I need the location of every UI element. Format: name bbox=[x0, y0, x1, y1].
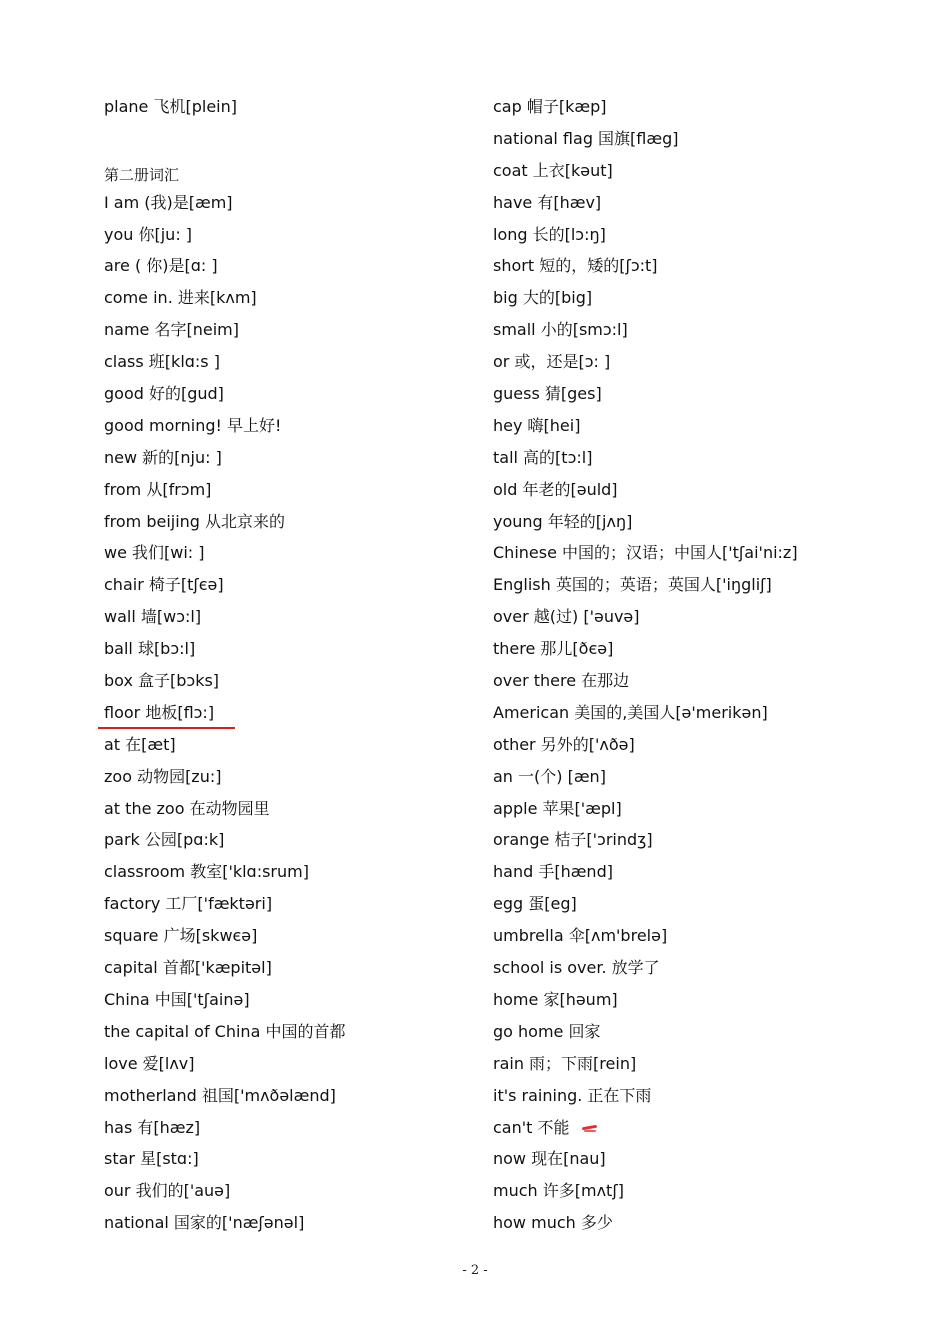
vocabulary-entry bbox=[104, 346, 474, 378]
vocabulary-entry bbox=[104, 1080, 474, 1112]
vocabulary-entry bbox=[104, 1175, 474, 1207]
entry-text: hand 手[hænd] bbox=[493, 862, 613, 882]
entry-text: chair 椅子[tʃєə] bbox=[104, 575, 224, 595]
vocabulary-entry bbox=[104, 984, 474, 1016]
entry-text: name 名字[neim] bbox=[104, 320, 239, 340]
section-heading bbox=[104, 155, 474, 187]
vocabulary-entry bbox=[104, 1048, 474, 1080]
vocabulary-entry bbox=[493, 601, 933, 633]
entry-text: go home 回家 bbox=[493, 1021, 601, 1041]
entry-text: park 公园[pɑ:k] bbox=[104, 830, 225, 850]
entry-text: hey 嗨[hei] bbox=[493, 415, 581, 435]
entry-text: English 英国的；英语；英国人['iŋgliʃ] bbox=[493, 575, 772, 595]
entry-text: square 广场[skwєə] bbox=[104, 926, 258, 946]
entry-text: short 短的，矮的[ʃɔ:t] bbox=[493, 256, 658, 276]
entry-text: orange 桔子['ɔrindʒ] bbox=[493, 830, 653, 850]
vocabulary-entry bbox=[104, 920, 474, 952]
vocabulary-entry bbox=[493, 537, 933, 569]
red-ink-mark-icon bbox=[582, 1123, 598, 1133]
vocabulary-entry bbox=[493, 506, 933, 538]
entry-text: I am (我)是[æm] bbox=[104, 192, 233, 212]
vocabulary-entry bbox=[493, 346, 933, 378]
entry-text: young 年轻的[jʌŋ] bbox=[493, 511, 633, 531]
vocabulary-entry bbox=[104, 952, 474, 984]
vocabulary-entry bbox=[493, 1080, 933, 1112]
entry-text: over 越(过) ['əuvə] bbox=[493, 607, 640, 627]
vocabulary-entry bbox=[104, 91, 474, 123]
vocabulary-entry bbox=[493, 314, 933, 346]
vocabulary-entry bbox=[493, 1112, 933, 1144]
entry-text: rain 雨；下雨[rein] bbox=[493, 1053, 637, 1073]
entry-text: much 许多[mʌtʃ] bbox=[493, 1181, 624, 1201]
entry-text: there 那儿[ðєə] bbox=[493, 639, 614, 659]
vocabulary-entry bbox=[104, 282, 474, 314]
entry-text: plane 飞机[plein] bbox=[104, 97, 237, 116]
entry-text: come in. 进来[kʌm] bbox=[104, 288, 257, 308]
entry-text: tall 高的[tɔ:l] bbox=[493, 447, 593, 467]
vocabulary-entry bbox=[493, 984, 933, 1016]
vocabulary-entry bbox=[493, 952, 933, 984]
vocabulary-entry bbox=[493, 474, 933, 506]
entry-text: national 国家的['næʃənəl] bbox=[104, 1213, 305, 1233]
entry-text: capital 首都['kæpitəl] bbox=[104, 958, 272, 978]
vocabulary-entry bbox=[493, 888, 933, 920]
vocabulary-entry bbox=[493, 442, 933, 474]
entry-text: now 现在[nau] bbox=[493, 1149, 606, 1169]
vocabulary-entry bbox=[104, 824, 474, 856]
page-number: - 2 - bbox=[462, 1263, 488, 1278]
vocabulary-entry bbox=[493, 410, 933, 442]
vocabulary-entry bbox=[104, 314, 474, 346]
entry-text: or 或，还是[ɔ: ] bbox=[493, 352, 611, 372]
entry-text: at the zoo 在动物园里 bbox=[104, 798, 270, 818]
entry-text: national flag 国旗[flæg] bbox=[493, 128, 679, 148]
entry-text: ball 球[bɔ:l] bbox=[104, 639, 196, 659]
vocabulary-entry bbox=[493, 633, 933, 665]
entry-text: an 一(个) [æn] bbox=[493, 766, 606, 786]
entry-text: it's raining. 正在下雨 bbox=[493, 1085, 652, 1105]
entry-text: at 在[æt] bbox=[104, 734, 176, 754]
entry-text: zoo 动物园[zu:] bbox=[104, 766, 222, 786]
vocabulary-entry bbox=[104, 1207, 474, 1239]
vocabulary-entry bbox=[493, 250, 933, 282]
entry-text: school is over. 放学了 bbox=[493, 958, 660, 978]
vocabulary-entry bbox=[493, 761, 933, 793]
vocabulary-entry bbox=[104, 537, 474, 569]
entry-text: 第二册词汇 bbox=[104, 165, 180, 184]
entry-text: apple 苹果['æpl] bbox=[493, 798, 622, 818]
entry-text: new 新的[nju: ] bbox=[104, 447, 222, 467]
vocabulary-entry bbox=[493, 665, 933, 697]
entry-text: our 我们的['auə] bbox=[104, 1181, 231, 1201]
entry-text: old 年老的[əuld] bbox=[493, 479, 618, 499]
vocabulary-entry bbox=[493, 187, 933, 219]
vocabulary-entry bbox=[493, 1143, 933, 1175]
entry-text: guess 猜[ges] bbox=[493, 384, 602, 404]
vocabulary-entry bbox=[104, 187, 474, 219]
entry-text: home 家[həum] bbox=[493, 989, 618, 1009]
vocabulary-entry bbox=[493, 1175, 933, 1207]
vocabulary-entry bbox=[493, 282, 933, 314]
vocabulary-entry bbox=[104, 1143, 474, 1175]
vocabulary-entry bbox=[493, 793, 933, 825]
entry-text: wall 墙[wɔ:l] bbox=[104, 607, 202, 627]
entry-text: coat 上衣[kəut] bbox=[493, 160, 613, 180]
vocabulary-entry bbox=[104, 219, 474, 251]
vocabulary-entry bbox=[493, 219, 933, 251]
vocabulary-entry bbox=[104, 1112, 474, 1144]
vocabulary-entry bbox=[493, 1207, 933, 1239]
vocabulary-entry bbox=[493, 123, 933, 155]
entry-text: classroom 教室['klɑ:srum] bbox=[104, 862, 309, 882]
entry-text: factory 工厂['fæktəri] bbox=[104, 894, 273, 914]
entry-text: star 星[stɑ:] bbox=[104, 1149, 199, 1169]
vocabulary-entry bbox=[104, 888, 474, 920]
vocabulary-entry bbox=[104, 793, 474, 825]
vocabulary-entry bbox=[104, 761, 474, 793]
entry-text: class 班[klɑ:s ] bbox=[104, 352, 220, 372]
vocabulary-entry bbox=[104, 474, 474, 506]
vocabulary-entry bbox=[104, 410, 474, 442]
entry-text: floor 地板[flɔ:] bbox=[104, 702, 215, 722]
vocabulary-entry bbox=[493, 1016, 933, 1048]
entry-text: from 从[frɔm] bbox=[104, 479, 212, 499]
entry-text: from beijing 从北京来的 bbox=[104, 511, 286, 531]
vocabulary-entry bbox=[104, 729, 474, 761]
entry-text: good morning! 早上好! bbox=[104, 415, 282, 435]
entry-text: American 美国的,美国人[ə'merikən] bbox=[493, 702, 768, 722]
vocabulary-entry bbox=[493, 155, 933, 187]
vocabulary-entry bbox=[104, 697, 474, 729]
vocabulary-entry bbox=[104, 601, 474, 633]
entry-text: Chinese 中国的；汉语；中国人['tʃai'ni:z] bbox=[493, 543, 798, 563]
vocabulary-entry bbox=[104, 1016, 474, 1048]
entry-text: we 我们[wi: ] bbox=[104, 543, 205, 563]
entry-text: how much 多少 bbox=[493, 1213, 613, 1233]
entry-text: the capital of China 中国的首都 bbox=[104, 1021, 346, 1041]
entry-text: are ( 你)是[ɑ: ] bbox=[104, 256, 218, 276]
blank-line bbox=[104, 123, 474, 155]
vocabulary-entry bbox=[104, 442, 474, 474]
vocabulary-entry bbox=[493, 697, 933, 729]
vocabulary-entry bbox=[493, 729, 933, 761]
entry-text: big 大的[big] bbox=[493, 288, 593, 308]
vocabulary-entry bbox=[104, 378, 474, 410]
entry-text: love 爱[lʌv] bbox=[104, 1053, 195, 1073]
vocabulary-entry bbox=[104, 633, 474, 665]
vocabulary-entry bbox=[493, 569, 933, 601]
entry-text: small 小的[smɔ:l] bbox=[493, 320, 628, 340]
entry-text: other 另外的['ʌðə] bbox=[493, 734, 635, 754]
entry-text: can't 不能 bbox=[493, 1117, 570, 1137]
entry-text: cap 帽子[kæp] bbox=[493, 97, 607, 116]
entry-text: over there 在那边 bbox=[493, 671, 630, 691]
entry-text: China 中国['tʃainə] bbox=[104, 989, 250, 1009]
vocabulary-entry bbox=[104, 856, 474, 888]
entry-text: umbrella 伞[ʌm'brelə] bbox=[493, 926, 668, 946]
vocabulary-entry bbox=[104, 569, 474, 601]
left-vocabulary-column bbox=[104, 91, 474, 1239]
vocabulary-entry bbox=[104, 250, 474, 282]
vocabulary-entry bbox=[493, 856, 933, 888]
vocabulary-entry bbox=[493, 91, 933, 123]
entry-text: you 你[ju: ] bbox=[104, 224, 193, 244]
vocabulary-entry bbox=[493, 824, 933, 856]
vocabulary-entry bbox=[493, 378, 933, 410]
vocabulary-entry bbox=[493, 1048, 933, 1080]
entry-text: long 长的[lɔ:ŋ] bbox=[493, 224, 606, 244]
entry-text: good 好的[gud] bbox=[104, 384, 224, 404]
right-vocabulary-column bbox=[493, 91, 933, 1239]
entry-text: have 有[hæv] bbox=[493, 192, 602, 212]
vocabulary-entry bbox=[104, 506, 474, 538]
entry-text: motherland 祖国['mʌðəlænd] bbox=[104, 1085, 336, 1105]
vocabulary-entry bbox=[104, 665, 474, 697]
vocabulary-entry bbox=[493, 920, 933, 952]
entry-text: egg 蛋[eg] bbox=[493, 894, 577, 914]
entry-text: has 有[hæz] bbox=[104, 1117, 201, 1137]
entry-text: box 盒子[bɔks] bbox=[104, 671, 220, 691]
